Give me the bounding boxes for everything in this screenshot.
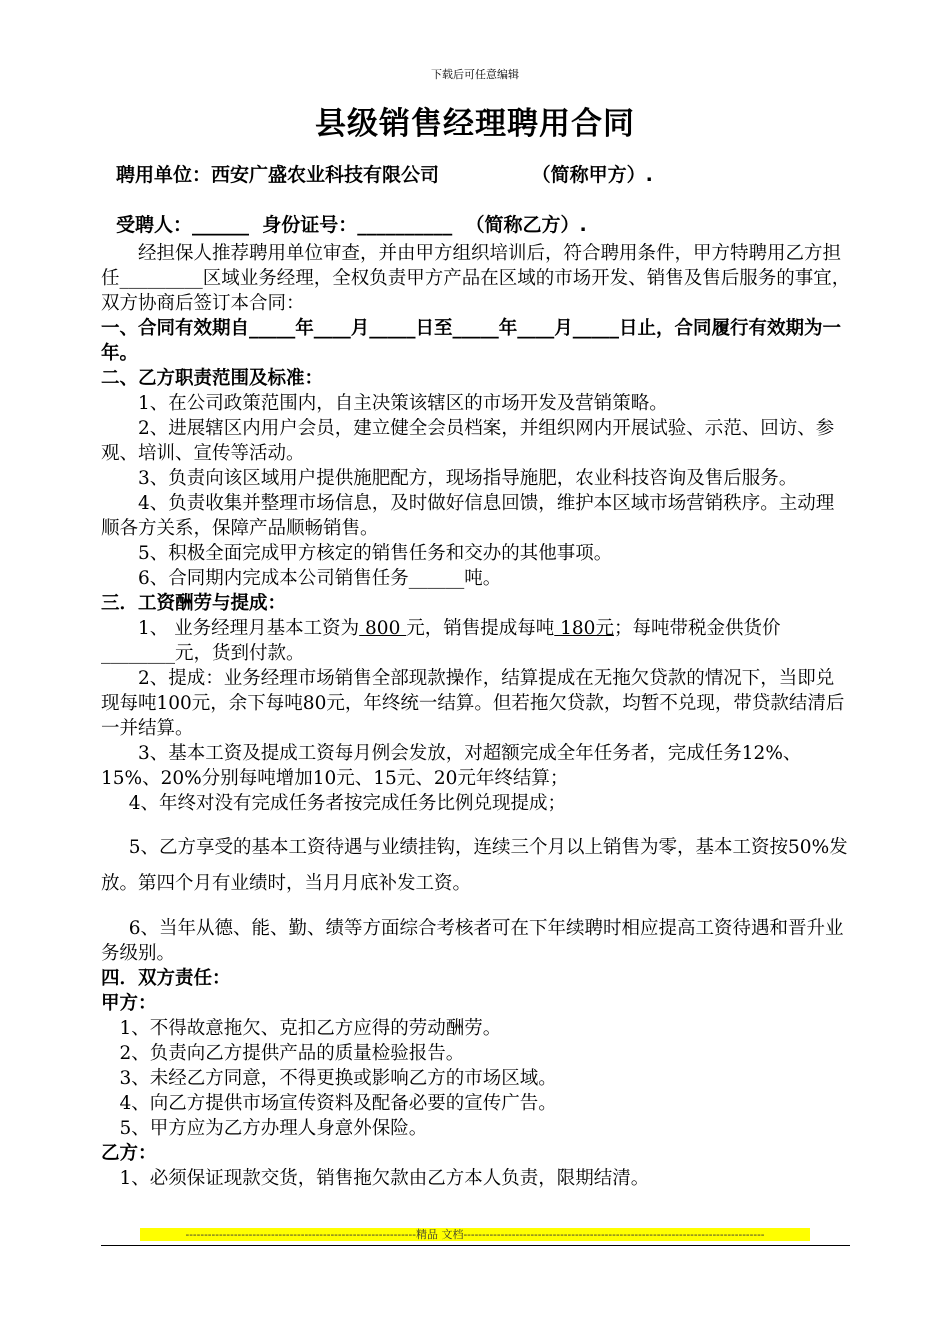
party-a-item-4: 4、向乙方提供市场宣传资料及配备必要的宣传广告。 — [119, 1093, 557, 1114]
footer-banner: --------------------------------------------------------------精品 文档--------------------------------------------------------------------------------- — [140, 1228, 810, 1241]
s2-item-5: 5、积极全面完成甲方核定的销售任务和交办的其他事项。 — [138, 543, 613, 564]
section-4-title: 四．双方责任： — [101, 968, 231, 989]
party-b-item-1: 1、必须保证现款交货，销售拖欠款由乙方本人负责，限期结清。 — [119, 1168, 650, 1189]
party-b-heading: 乙方： — [101, 1143, 157, 1164]
section-2-title: 二、乙方职责范围及标准： — [101, 368, 324, 389]
s3-item-4: 4、年终对没有完成任务者按完成任务比例兑现提成； — [128, 793, 567, 814]
section-1-term: 一、合同有效期自_____年____月_____日至_____年____月_____日止，合同履行有效期为一年。 — [101, 318, 842, 364]
commission-value: 180元 — [554, 618, 614, 639]
s2-item-1: 1、在公司政策范围内，自主决策该辖区的市场开发及营销策略。 — [138, 393, 668, 414]
s2-item-4: 4、负责收集并整理市场信息，及时做好信息回馈，维护本区域市场营销秩序。主动理顺各方关系，保障产品顺畅销售。 — [101, 493, 835, 539]
s3-item-6: 6、当年从德、能、勤、绩等方面综合考核者可在下年续聘时相应提高工资待遇和晋升业务级别。 — [101, 918, 844, 964]
party-a-heading: 甲方： — [101, 993, 157, 1014]
contract-body — [101, 241, 851, 1191]
s3-item-3: 3、基本工资及提成工资每月例会发放，对超额完成全年任务者，完成任务12%、15%、20%分别每吨增加10元、15元、20元年终结算； — [101, 743, 802, 789]
document-title: 县级销售经理聘用合同 — [315, 106, 635, 142]
s3-item-2: 2、提成：业务经理市场销售全部现款操作，结算提成在无拖欠贷款的情况下，当即兑现每吨100元，余下每吨80元，年终统一结算。但若拖欠贷款，均暂不兑现，带贷款结清后一并结算。 — [101, 668, 845, 739]
s3-item-5: 5、乙方享受的基本工资待遇与业绩挂钩，连续三个月以上销售为零，基本工资按50%发放。第四个月有业绩时，当月月底补发工资。 — [101, 837, 848, 894]
employee-line: 受聘人：______ 身份证号：__________ （简称乙方）. — [116, 214, 587, 236]
s2-item-3: 3、负责向该区域用户提供施肥配方，现场指导施肥，农业科技咨询及售后服务。 — [138, 468, 798, 489]
s3-item-1: 1、 业务经理月基本工资为 800 元，销售提成每吨 180元；每吨带税金供货价________元，货到付款。 — [101, 618, 781, 664]
intro-paragraph: 经担保人推荐聘用单位审查，并由甲方组织培训后，符合聘用条件，甲方特聘用乙方担任_________区域业务经理，全权负责甲方产品在区域的市场开发、销售及售后服务的事宜，双方协商后签订本合同： — [101, 243, 851, 314]
s2-item-6: 6、合同期内完成本公司销售任务______吨。 — [138, 568, 502, 589]
header-note: 下载后可任意编辑 — [431, 68, 519, 81]
s2-item-2: 2、进展辖区内用户会员，建立健全会员档案，并组织网内开展试验、示范、回访、参观、培训、宣传等活动。 — [101, 418, 835, 464]
section-3-title: 三．工资酬劳与提成： — [101, 593, 287, 614]
footer-divider — [101, 1245, 850, 1246]
party-a-item-1: 1、不得故意拖欠、克扣乙方应得的劳动酬劳。 — [119, 1018, 502, 1039]
party-a-item-3: 3、未经乙方同意，不得更换或影响乙方的市场区域。 — [119, 1068, 557, 1089]
party-a-item-5: 5、甲方应为乙方办理人身意外保险。 — [119, 1118, 428, 1139]
employer-line: 聘用单位：西安广盛农业科技有限公司 （简称甲方）. — [116, 164, 653, 186]
party-a-item-2: 2、负责向乙方提供产品的质量检验报告。 — [119, 1043, 465, 1064]
base-salary-value: 800 — [359, 618, 407, 639]
